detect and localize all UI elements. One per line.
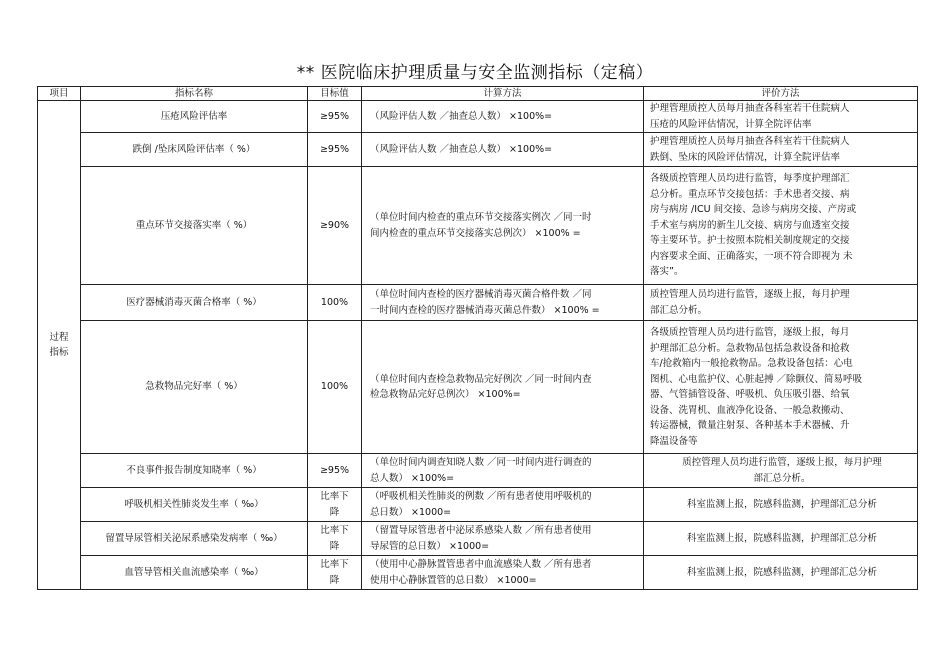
target-value: ≥95%	[308, 454, 362, 488]
table-row	[38, 556, 918, 590]
page-title: ** 医院临床护理质量与安全监测指标（定稿）	[296, 63, 654, 83]
target-value: 比率下 降	[308, 522, 362, 556]
calc-method: （单位时间内检查的重点环节交接落实例次 ／同一时 间内检查的重点环节交接落实总例次） ×100% =	[362, 167, 644, 285]
table-row	[38, 133, 918, 167]
indicator-name: 留置导尿管相关泌尿系感染发病率（ ‰）	[81, 522, 308, 556]
table-row	[38, 285, 918, 321]
indicator-name: 医疗器械消毒灭菌合格率（ %）	[81, 285, 308, 321]
target-value: 比率下 降	[308, 556, 362, 590]
eval-method: 护理管理质控人员每月抽查各科室若干住院病人 跌倒、坠床的风险评估情况，计算全院评估率	[644, 133, 918, 167]
header-eval: 评价方法	[644, 87, 918, 101]
table-header-row	[38, 87, 918, 101]
target-value: 比率下 降	[308, 488, 362, 522]
calc-method: （单位时间内查检急救物品完好例次 ／同一时间内查 检急救物品完好总例次） ×100%=	[362, 321, 644, 454]
table-row	[38, 167, 918, 285]
calc-method: （留置导尿管患者中泌尿系感染人数 ／所有患者使用 导尿管的总日数） ×1000=	[362, 522, 644, 556]
eval-method: 科室监测上报，院感科监测，护理部汇总分析	[644, 488, 918, 522]
header-name: 指标名称	[81, 87, 308, 101]
header-calc: 计算方法	[362, 87, 644, 101]
indicator-name: 压疮风险评估率	[81, 101, 308, 133]
target-value: ≥90%	[308, 167, 362, 285]
eval-method: 质控管理人员均进行监管，逐级上报，每月护理 部汇总分析。	[644, 285, 918, 321]
indicator-name: 不良事件报告制度知晓率（ %）	[81, 454, 308, 488]
indicator-name: 急救物品完好率（ %）	[81, 321, 308, 454]
eval-method: 各级质控管理人员均进行监管，每季度护理部汇 总分析。重点环节交接包括：手术患者交接、病 房与病房 /ICU 间交接、急诊与病房交接、产房或 手术室与病房的新生儿交接、病房与血透室交接 等主要环节。护士按照本院相关制度规定的交接 内容要求全面、正确落实，一项不符合即视为 未 落实”。	[644, 167, 918, 285]
header-item: 项目	[38, 87, 81, 101]
eval-method: 护理管理质控人员每月抽查各科室若干住院病人 压疮的风险评估情况，计算全院评估率	[644, 101, 918, 133]
group-label: 过程 指标	[38, 101, 81, 590]
table-row	[38, 488, 918, 522]
indicator-name: 血管导管相关血流感染率（ ‰）	[81, 556, 308, 590]
indicator-name: 呼吸机相关性肺炎发生率（ ‰）	[81, 488, 308, 522]
calc-method: （单位时间内查检的医疗器械消毒灭菌合格件数 ／同 一时间内查检的医疗器械消毒灭菌总件数） ×100% =	[362, 285, 644, 321]
eval-method: 各级质控管理人员均进行监管，逐级上报，每月 护理部汇总分析。急救物品包括急救设备和抢救 车/抢救箱内一般抢救物品。急救设备包括：心电 图机、心电监护仪、心脏起搏 ／除颤仪、简易呼吸 器、气管插管设备、呼吸机、负压吸引器、给氧 设备、洗胃机、血液净化设备、一般急救搬动、 转运器械，微量注射泵、各种基本手术器械、升 降温设备等	[644, 321, 918, 454]
table-row	[38, 522, 918, 556]
table-row	[38, 101, 918, 133]
eval-method: 科室监测上报，院感科监测，护理部汇总分析	[644, 556, 918, 590]
table-row	[38, 321, 918, 454]
calc-method: （单位时间内调查知晓人数 ／同一时间内进行调查的 总人数） ×100%=	[362, 454, 644, 488]
calc-method: （风险评估人数 ／抽查总人数） ×100%=	[362, 133, 644, 167]
header-target: 目标值	[308, 87, 362, 101]
target-value: 100%	[308, 321, 362, 454]
calc-method: （风险评估人数 ／抽查总人数） ×100%=	[362, 101, 644, 133]
target-value: ≥95%	[308, 133, 362, 167]
indicator-name: 跌倒 /坠床风险评估率（ %）	[81, 133, 308, 167]
eval-method: 科室监测上报，院感科监测，护理部汇总分析	[644, 522, 918, 556]
calc-method: （使用中心静脉置管患者中血流感染人数 ／所有患者 使用中心静脉置管的总日数） ×1000=	[362, 556, 644, 590]
table-row	[38, 454, 918, 488]
target-value: 100%	[308, 285, 362, 321]
calc-method: （呼吸机相关性肺炎的例数 ／所有患者使用呼吸机的 总日数） ×1000=	[362, 488, 644, 522]
eval-method: 质控管理人员均进行监管，逐级上报，每月护理 部汇总分析。	[644, 454, 918, 488]
indicator-name: 重点环节交接落实率（ %）	[81, 167, 308, 285]
indicator-table	[37, 86, 918, 590]
target-value: ≥95%	[308, 101, 362, 133]
